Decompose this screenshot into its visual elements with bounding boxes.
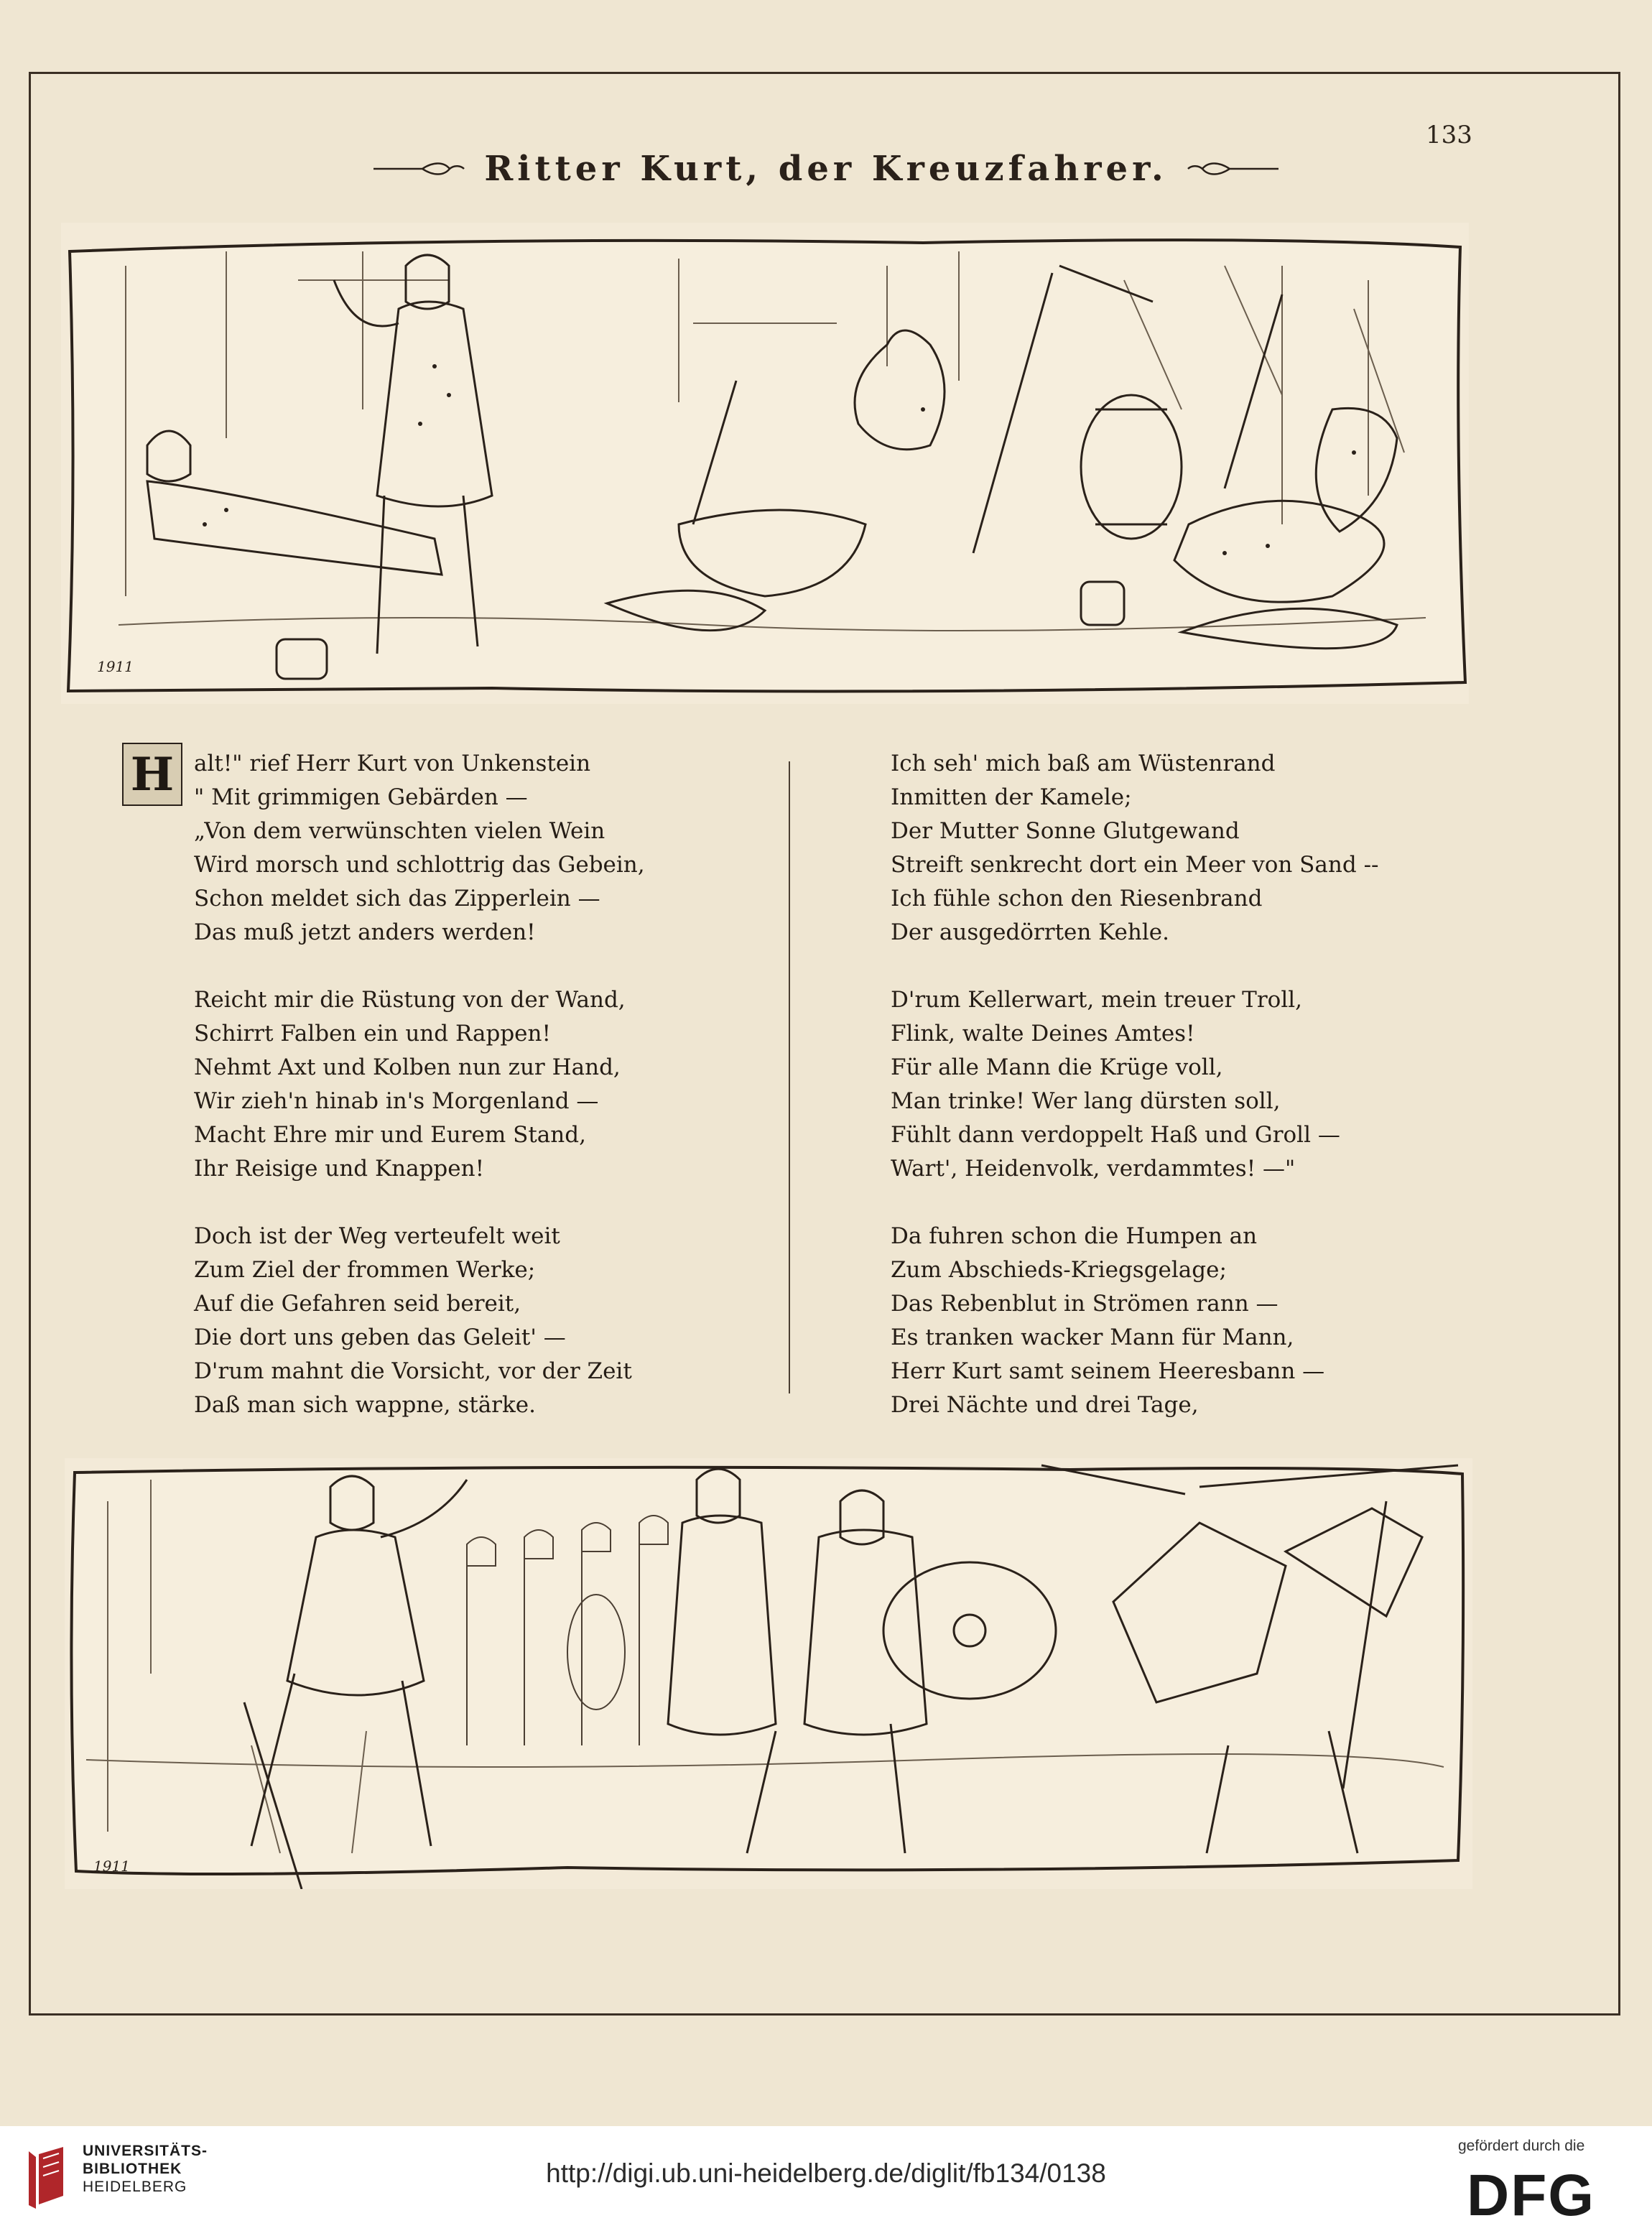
poem-line: Für alle Mann die Krüge voll,: [891, 1054, 1223, 1080]
poem-line: Daß man sich wappne, stärke.: [194, 1392, 536, 1418]
stanza: [194, 1220, 855, 1422]
poem-line: Der Mutter Sonne Glutgewand: [891, 818, 1240, 844]
dropcap-letter: H: [122, 743, 182, 806]
poem-line: Streift senkrecht dort ein Meer von Sand --: [891, 852, 1379, 878]
poem-line: Zum Abschieds-Kriegsgelage;: [891, 1257, 1227, 1283]
poem-line: Die dort uns geben das Geleit' —: [194, 1325, 566, 1350]
title-row: [0, 147, 1652, 190]
poem-line: Ihr Reisige und Knappen!: [194, 1156, 485, 1182]
poem-line: Zum Ziel der frommen Werke;: [194, 1257, 536, 1283]
stanza: [194, 983, 855, 1186]
library-line: BIBLIOTHEK: [83, 2161, 182, 2177]
bottom-illustration-signature: 1911: [93, 1857, 130, 1875]
poem-line: alt!" rief Herr Kurt von Unkenstein: [194, 751, 591, 776]
library-line: UNIVERSITÄTS-: [83, 2143, 208, 2159]
poem-line: Reicht mir die Rüstung von der Wand,: [194, 987, 626, 1013]
stanza: [891, 983, 1551, 1186]
poem-line: Es tranken wacker Mann für Mann,: [891, 1325, 1294, 1350]
funder-label: gefördert durch die: [1458, 2138, 1585, 2154]
poem-line: Der ausgedörrten Kehle.: [891, 919, 1169, 945]
dfg-logo: DFG: [1467, 2163, 1596, 2228]
page-title: Ritter Kurt, der Kreuzfahrer.: [484, 149, 1168, 189]
bottom-illustration: [65, 1458, 1472, 1889]
poem-line: Fühlt dann verdoppelt Haß und Groll —: [891, 1122, 1340, 1148]
poem-line: D'rum Kellerwart, mein treuer Troll,: [891, 987, 1303, 1013]
poem-right-column: [891, 747, 1551, 1456]
feasting-knights-engraving-icon: [61, 223, 1469, 704]
poem-line: Doch ist der Weg verteufelt weit: [194, 1223, 560, 1249]
marching-knights-engraving-icon: [65, 1458, 1472, 1889]
poem-line: Das Rebenblut in Strömen rann —: [891, 1291, 1279, 1317]
poem-line: „Von dem verwünschten vielen Wein: [194, 818, 605, 844]
poem-line: Wart', Heidenvolk, verdammtes! —": [891, 1156, 1296, 1182]
poem-line: Wir zieh'n hinab in's Morgenland —: [194, 1088, 599, 1114]
left-flourish-icon: [372, 160, 465, 177]
poem-line: Macht Ehre mir und Eurem Stand,: [194, 1122, 586, 1148]
poem-line: Wird morsch und schlottrig das Gebein,: [194, 852, 645, 878]
poem-line: Ich fühle schon den Riesenbrand: [891, 886, 1263, 912]
poem-line: Schirrt Falben ein und Rappen!: [194, 1021, 551, 1047]
poem-line: D'rum mahnt die Vorsicht, vor der Zeit: [194, 1358, 632, 1384]
poem-line: Schon meldet sich das Zipperlein —: [194, 886, 600, 912]
column-divider: [789, 761, 790, 1393]
poem-line: Herr Kurt samt seinem Heeresbann —: [891, 1358, 1325, 1384]
poem-left-column: [130, 747, 855, 1456]
poem-line: Man trinke! Wer lang dürsten soll,: [891, 1088, 1281, 1114]
stanza: [891, 1220, 1551, 1422]
right-flourish-icon: [1187, 160, 1280, 177]
top-illustration-signature: 1911: [97, 658, 134, 675]
stanza: [891, 747, 1551, 950]
source-url-link[interactable]: http://digi.ub.uni-heidelberg.de/diglit/fb134/0138: [546, 2158, 1106, 2188]
library-line: HEIDELBERG: [83, 2179, 187, 2195]
stanza: [194, 747, 855, 950]
poem-line: Da fuhren schon die Humpen an: [891, 1223, 1258, 1249]
poem-line: Auf die Gefahren seid bereit,: [194, 1291, 521, 1317]
poem-line: " Mit grimmigen Gebärden —: [194, 784, 528, 810]
poem-line: Flink, walte Deines Amtes!: [891, 1021, 1195, 1047]
poem-line: Drei Nächte und drei Tage,: [891, 1392, 1199, 1418]
poem-line: Nehmt Axt und Kolben nun zur Hand,: [194, 1054, 621, 1080]
top-illustration: [61, 223, 1469, 704]
poem-line: Das muß jetzt anders werden!: [194, 919, 536, 945]
page-number: 133: [1426, 121, 1472, 149]
poem-line: Inmitten der Kamele;: [891, 784, 1132, 810]
poem-line: Ich seh' mich baß am Wüstenrand: [891, 751, 1276, 776]
